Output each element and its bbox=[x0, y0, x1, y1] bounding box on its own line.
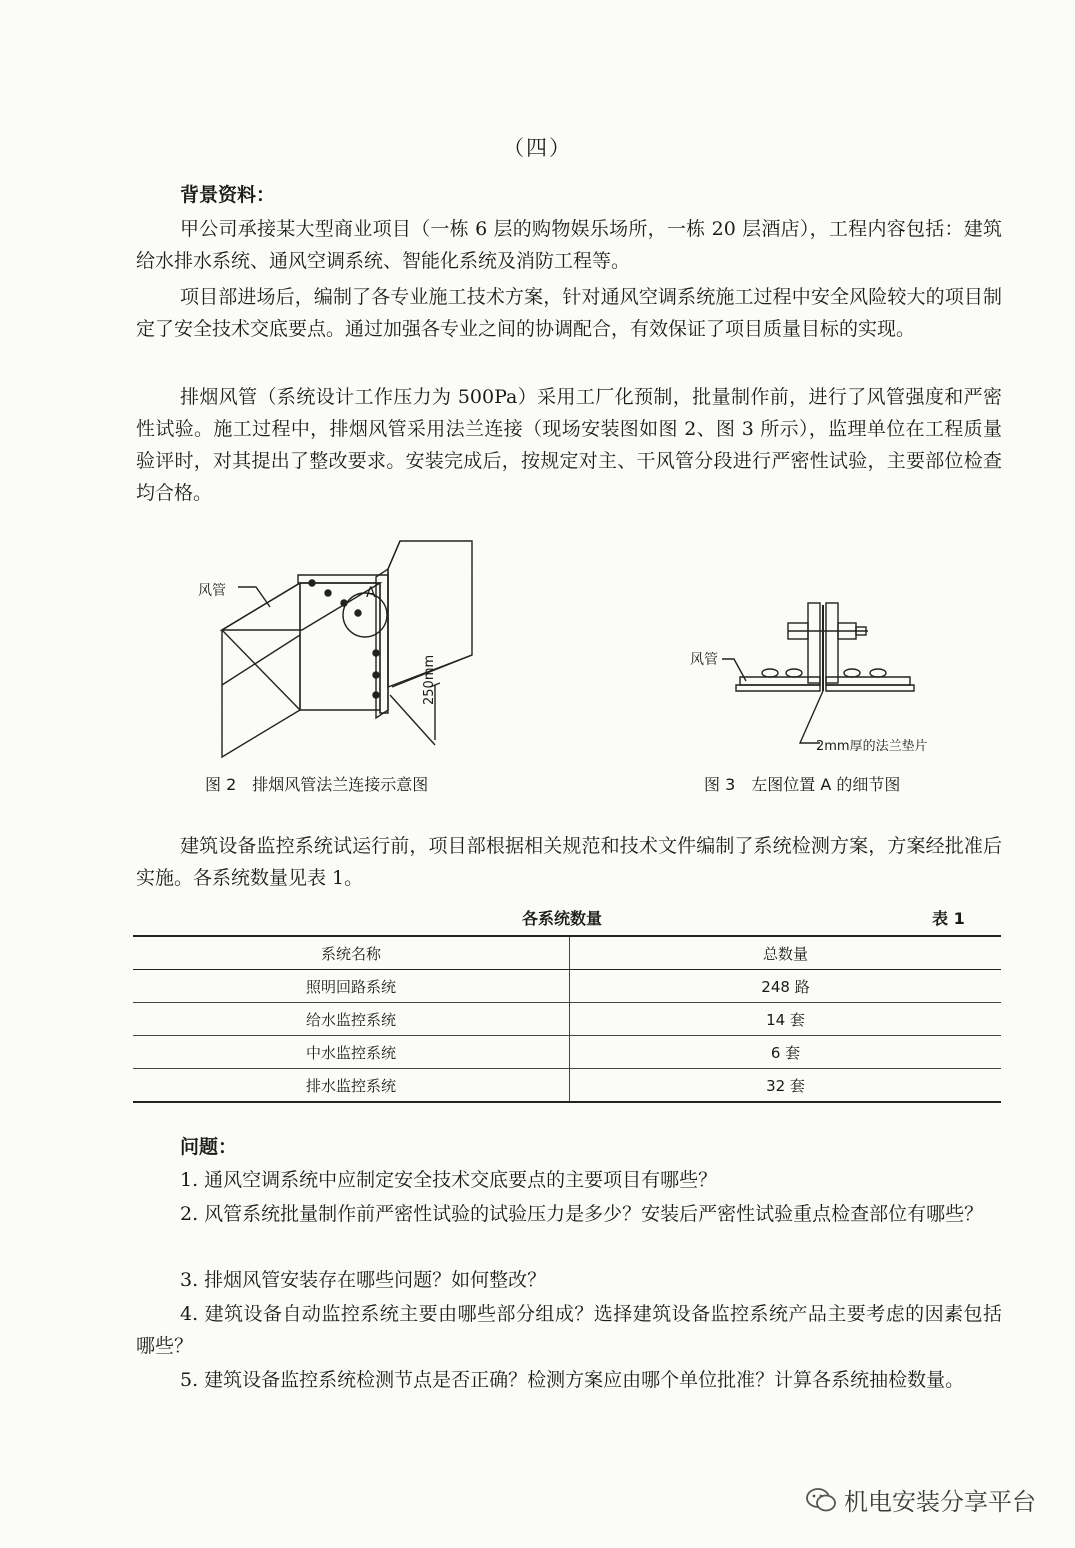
question-5: 5. 建筑设备监控系统检测节点是否正确？检测方案应由哪个单位批准？计算各系统抽检数量。 bbox=[180, 1369, 965, 1391]
table-cell-quantity: 32 套 bbox=[766, 1076, 805, 1095]
table-number: 表 1 bbox=[932, 909, 965, 928]
table-row bbox=[133, 1003, 1001, 1036]
table-row bbox=[133, 1036, 1001, 1069]
table-header-row bbox=[133, 936, 1001, 970]
question-1: 1. 通风空调系统中应制定安全技术交底要点的主要项目有哪些？ bbox=[180, 1169, 718, 1191]
questions-heading: 问题： bbox=[180, 1136, 238, 1158]
figure-2-caption: 图 2 排烟风管法兰连接示意图 bbox=[205, 775, 429, 794]
question-3: 3. 排烟风管安装存在哪些问题？如何整改？ bbox=[180, 1269, 547, 1291]
watermark-text: 机电安装分享平台 bbox=[844, 1488, 1036, 1516]
table-cell-system: 排水监控系统 bbox=[133, 1069, 570, 1103]
figure-2-duct-label: 风管 bbox=[198, 583, 226, 599]
wechat-icon bbox=[806, 1487, 836, 1513]
paragraph-monitoring-plan: 建筑设备监控系统试运行前，项目部根据相关规范和技术文件编制了系统检测方案，方案经批准后实施。各系统数量见表 1。 bbox=[136, 835, 1002, 889]
figure-3-caption: 图 3 左图位置 A 的细节图 bbox=[704, 775, 901, 794]
flange-detail-drawing bbox=[690, 595, 970, 755]
figure-3-duct-label: 风管 bbox=[690, 652, 718, 668]
table-row bbox=[133, 970, 1001, 1003]
table-cell-quantity: 14 套 bbox=[570, 1003, 1002, 1036]
question-4: 4. 建筑设备自动监控系统主要由哪些部分组成？选择建筑设备监控系统产品主要考虑的因素包括哪些？ bbox=[136, 1303, 1002, 1357]
question-2: 2. 风管系统批量制作前严密性试验的试验压力是多少？安装后严密性试验重点检查部位有哪些？ bbox=[180, 1203, 984, 1225]
background-paragraph-3: 排烟风管（系统设计工作压力为 500Pa）采用工厂化预制，批量制作前，进行了风管强度和严密性试验。施工过程中，排烟风管采用法兰连接（现场安装图如图 2、图 3 所示），监理单位在工程质量验评时，对其提出了整改要求。安装完成后，按规定对主、干风管分段进行严密性试验，主要部位检查均合格。 bbox=[136, 386, 1002, 504]
table-header-system-name: 系统名称 bbox=[133, 936, 570, 970]
figure-2-duct-flange-diagram bbox=[190, 535, 490, 765]
figure-3-flange-detail bbox=[690, 595, 970, 755]
table-cell-system: 给水监控系统 bbox=[133, 1003, 570, 1036]
background-heading: 背景资料： bbox=[180, 184, 276, 206]
table-cell-quantity: 248 路 bbox=[570, 970, 1002, 1003]
background-paragraph-1: 甲公司承接某大型商业项目（一栋 6 层的购物娱乐场所，一栋 20 层酒店），工程内容包括：建筑给水排水系统、通风空调系统、智能化系统及消防工程等。 bbox=[136, 218, 1002, 272]
figure-3-gasket-label: 2mm厚的法兰垫片 bbox=[816, 739, 928, 754]
figure-2-label-a: A bbox=[366, 585, 376, 601]
table-title: 各系统数量 bbox=[522, 909, 603, 928]
table-cell-quantity: 6 套 bbox=[570, 1036, 1002, 1069]
table-row bbox=[133, 1069, 1001, 1103]
background-paragraph-2: 项目部进场后，编制了各专业施工技术方案，针对通风空调系统施工过程中安全风险较大的项目制定了安全技术交底要点。通过加强各专业之间的协调配合，有效保证了项目质量目标的实现。 bbox=[136, 286, 1002, 340]
table-header-total: 总数量 bbox=[570, 936, 1002, 970]
systems-quantity-table bbox=[133, 935, 1001, 1103]
duct-flange-drawing bbox=[190, 535, 490, 765]
table-cell-system: 中水监控系统 bbox=[133, 1036, 570, 1069]
table-cell-system: 照明回路系统 bbox=[133, 970, 570, 1003]
section-title: （四） bbox=[503, 136, 572, 160]
figure-2-dimension-label: 250mm bbox=[422, 654, 437, 705]
wechat-watermark bbox=[806, 1482, 1036, 1517]
